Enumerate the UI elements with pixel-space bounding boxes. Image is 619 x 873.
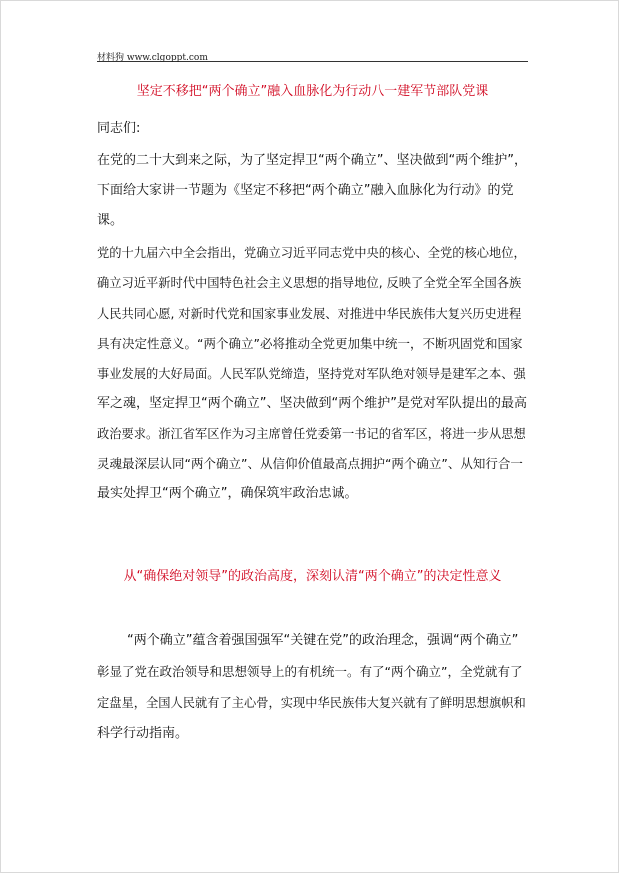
para1-line-9: 最实处捍卫“两个确立”，确保筑牢政治忠诚。 — [97, 486, 358, 501]
para2-line-1: “两个确立”蕴含着强国强军“关键在党”的政治理念，强调“两个确立” — [127, 633, 519, 648]
intro-line-3: 课。 — [97, 213, 124, 228]
intro-line-2: 下面给大家讲一节题为《坚定不移把“两个确立”融入血脉化为行动》的党 — [97, 183, 514, 198]
page-header — [97, 45, 528, 62]
para2-line-4: 科学行动指南。 — [97, 726, 189, 741]
document-title: 坚定不移把“两个确立”融入血脉化为行动八一建军节部队党课 — [136, 84, 489, 99]
para1-line-8: 灵魂最深层认同“两个确立”、从信仰价值最高点拥护“两个确立”、从知行合一 — [97, 456, 523, 471]
greeting: 同志们: — [97, 121, 141, 136]
para1-line-6: 军之魂，坚定捍卫“两个确立”、坚决做到“两个维护”是党对军队提出的最高 — [97, 396, 527, 411]
para1-line-5: 事业发展的大好局面。人民军队党缔造，坚持党对军队绝对领导是建军之本、强 — [97, 367, 526, 381]
para1-line-2: 确立习近平新时代中国特色社会主义思想的指导地位, 反映了全党全军全国各族 — [97, 276, 522, 290]
section-title: 从“确保绝对领导”的政治高度，深刻认清“两个确立”的决定性意义 — [123, 569, 502, 584]
site-watermark-text: 材料狗 www.clgoppt.com — [97, 53, 208, 63]
para2-line-2: 彰显了党在政治领导和思想领导上的有机统一。有了“两个确立”，全党就有了 — [97, 664, 523, 679]
para1-line-4: 具有决定性意义。“两个确立”必将推动全党更加集中统一，不断巩固党和国家 — [97, 336, 523, 351]
intro-line-1: 在党的二十大到来之际，为了坚定捍卫“两个确立”、坚决做到“两个维护”， — [97, 153, 527, 168]
para1-line-1: 党的十九届六中全会指出，党确立习近平同志党中央的核心、全党的核心地位， — [97, 246, 526, 260]
para1-line-3: 人民共同心愿, 对新时代党和国家事业发展、对推进中华民族伟大复兴历史进程 — [97, 307, 522, 321]
para2-line-3: 定盘星，全国人民就有了主心骨，实现中华民族伟大复兴就有了鲜明思想旗帜和 — [97, 696, 526, 710]
para1-line-7: 政治要求。浙江省军区作为习主席曾任党委第一书记的省军区，将进一步从思想 — [97, 427, 526, 441]
